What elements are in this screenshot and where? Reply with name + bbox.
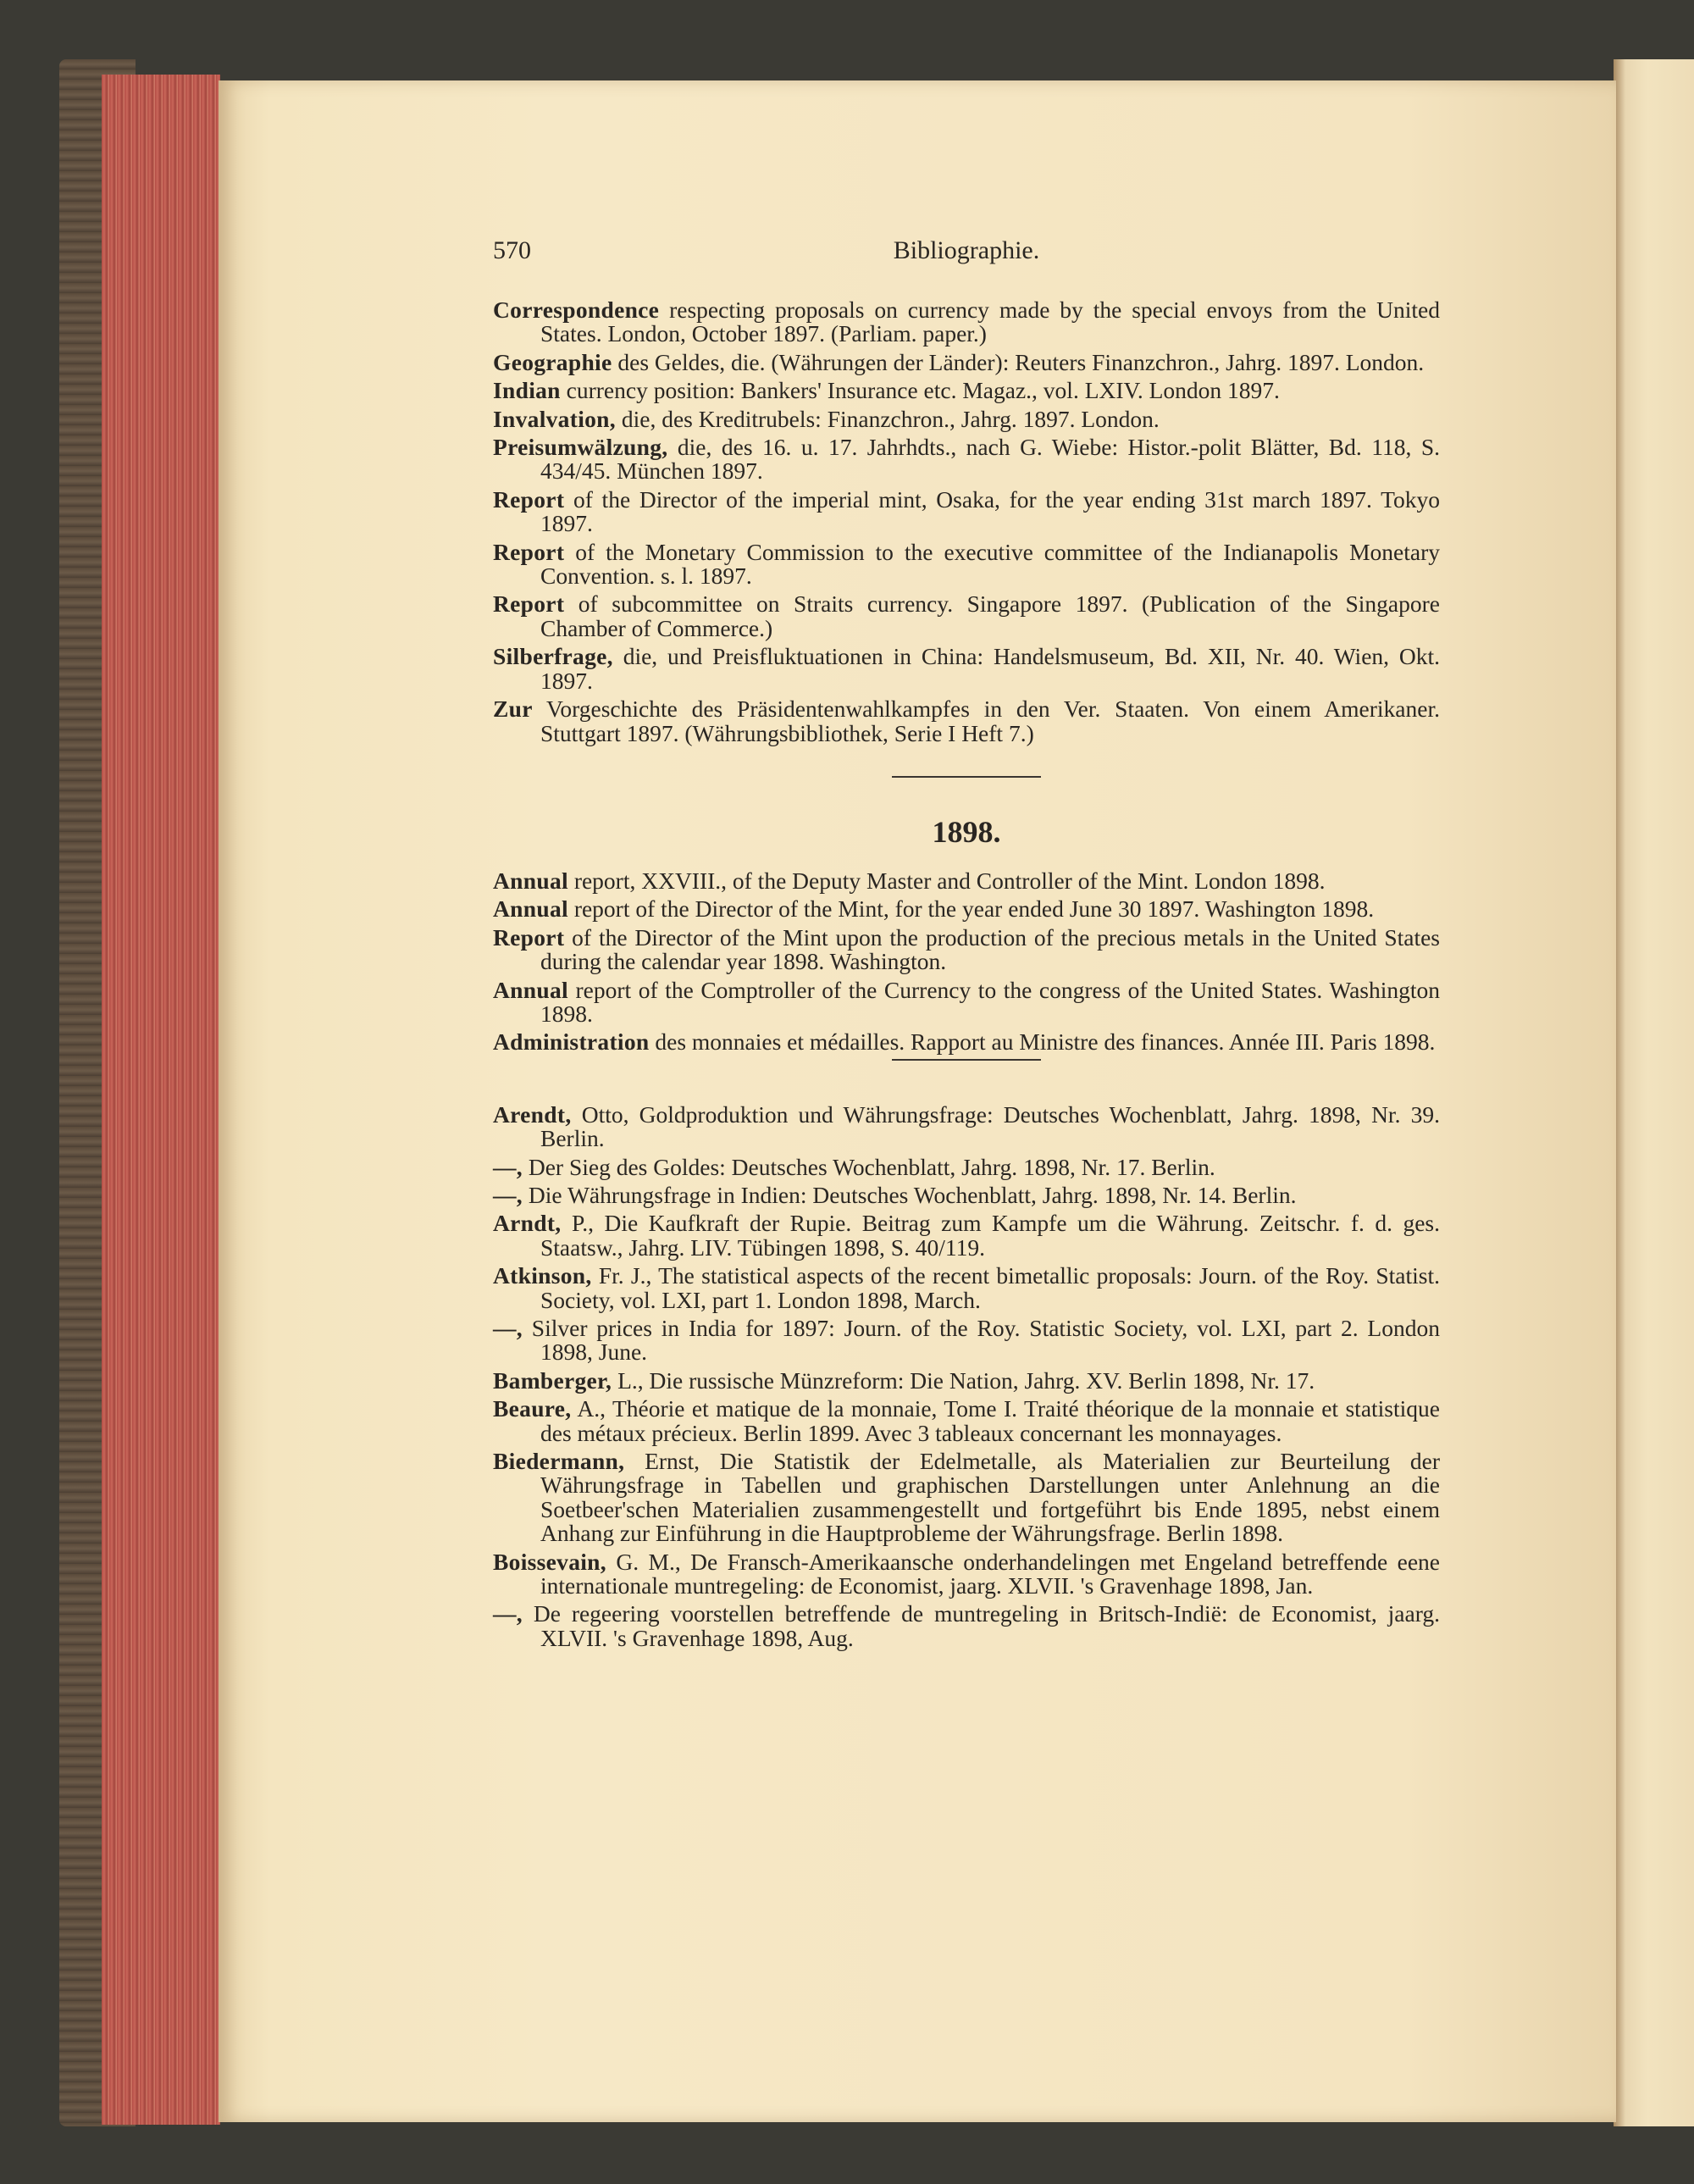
entry-keyword: Correspondence <box>493 297 660 323</box>
bibliography-entry <box>493 1183 1440 1207</box>
entry-keyword: Annual <box>493 895 568 923</box>
entry-keyword: Biedermann, <box>493 1448 625 1475</box>
facing-page-sliver <box>1614 59 1694 2126</box>
entry-text: A., Théorie et matique de la monnaie, Tome I. Traité théorique de la monnaie et statistique des métaux précieux. Berlin 1899. Avec 3 tableaux concernant les monnayages. <box>540 1395 1440 1446</box>
entry-text: Die Währungsfrage in Indien: Deutsches Wochenblatt, Jahrg. 1898, Nr. 14. Berlin. <box>528 1181 1297 1208</box>
entry-keyword: Boissevain, <box>493 1548 606 1575</box>
entry-keyword: Report <box>493 485 565 513</box>
bibliography-entry <box>493 1211 1440 1260</box>
entry-text: des monnaies et médailles. Rapport au Ministre des finances. Année III. Paris 1898. <box>655 1028 1436 1056</box>
entry-text: Otto, Goldproduktion und Währungsfrage: Deutsches Wochenblatt, Jahrg. 1898, Nr. 39. Berlin. <box>540 1100 1441 1152</box>
entry-keyword: —, <box>493 1181 523 1208</box>
entry-text: Silver prices in India for 1897: Journ. of the Roy. Statistic Society, vol. LXI, part 2. London 1898, June. <box>531 1315 1440 1366</box>
entry-keyword: Invalvation, <box>493 405 616 432</box>
entry-keyword: Zur <box>493 696 533 723</box>
entry-text: report of the Director of the Mint, for the year ended June 30 1897. Washington 1898. <box>573 895 1375 923</box>
bibliography-entry <box>493 435 1440 484</box>
entry-text: Fr. J., The statistical aspects of the recent bimetallic proposals: Journ. of the Roy. Statist. Society, vol. LXI, part 1. London 1898, March. <box>540 1262 1441 1313</box>
bibliography-entry <box>493 379 1440 402</box>
entry-text: des Geldes, die. (Währungen der Länder): Reuters Finanzchron., Jahrg. 1897. London. <box>617 348 1425 375</box>
bibliography-entry <box>493 1153 1440 1180</box>
entry-keyword: Atkinson, <box>493 1262 592 1289</box>
entry-keyword: —, <box>493 1153 523 1180</box>
year-heading: 1898. <box>932 814 1001 849</box>
entry-text: De regeering voorstellen betreffende de muntregeling in Britsch-Indië: de Economist, jaarg. XLVII. 's Gravenhage 1898, Aug. <box>533 1600 1440 1651</box>
bibliography-list-1898-authors <box>493 1100 1441 1651</box>
entry-keyword: Silberfrage, <box>493 643 613 670</box>
entry-text: currency position: Bankers' Insurance etc. Magaz., vol. LXIV. London 1897. <box>566 377 1280 404</box>
entry-keyword: Arendt, <box>493 1100 572 1128</box>
entry-keyword: Geographie <box>493 348 612 375</box>
bibliography-entry <box>493 1450 1440 1546</box>
bibliography-entry <box>493 485 1440 537</box>
page-content <box>493 236 1441 1655</box>
section-divider <box>892 1059 1041 1061</box>
entry-keyword: Beaure, <box>493 1395 572 1422</box>
bibliography-entry <box>493 1602 1440 1650</box>
entry-text: Der Sieg des Goldes: Deutsches Wochenblatt, Jahrg. 1898, Nr. 17. Berlin. <box>528 1153 1215 1180</box>
bibliography-entry <box>493 1550 1440 1599</box>
entry-keyword: Indian <box>493 377 561 404</box>
entry-keyword: Preisumwälzung, <box>493 434 668 461</box>
bibliography-entry <box>493 1030 1440 1054</box>
entry-keyword: Report <box>493 538 565 565</box>
bibliography-entry <box>493 869 1440 893</box>
entry-text: Vorgeschichte des Präsidentenwahlkampfes in den Ver. Staaten. Von einem Amerikaner. Stuttgart 1897. (Währungsbibliothek, Serie I Heft 7.) <box>540 696 1440 746</box>
entry-text: die, des 16. u. 17. Jahrhdts., nach G. Wiebe: Histor.-polit Blätter, Bd. 118, S. 434/45. München 1897. <box>540 434 1440 485</box>
bibliography-entry <box>493 1316 1440 1365</box>
entry-text: respecting proposals on currency made by the special envoys from the United States. London, October 1897. (Parliam. paper.) <box>540 297 1441 347</box>
bibliography-entry <box>493 645 1440 693</box>
running-title: Bibliographie. <box>893 236 1040 264</box>
entry-text: G. M., De Fransch-Amerikaansche onderhandelingen met Engeland betreffende eene internationale muntregeling: de Economist, jaarg. XLVII. 's Gravenhage 1898, Jan. <box>540 1548 1440 1599</box>
bibliography-entry <box>493 592 1440 640</box>
entry-text: of the Monetary Commission to the executive committee of the Indianapolis Monetary Convention. s. l. 1897. <box>540 538 1441 590</box>
bibliography-entry <box>493 540 1440 589</box>
bibliography-entry <box>493 1264 1440 1312</box>
page-edges-red <box>102 75 220 2125</box>
entry-text: report of the Comptroller of the Currency to the congress of the United States. Washington 1898. <box>540 976 1441 1027</box>
running-head <box>493 236 1440 269</box>
section-divider <box>892 776 1041 778</box>
bibliography-list-1897 <box>493 298 1440 746</box>
bibliography-entry <box>493 1366 1440 1394</box>
entry-keyword: Annual <box>493 867 568 894</box>
bibliography-entry <box>493 1100 1441 1152</box>
bibliography-entry <box>493 978 1440 1027</box>
bibliography-entry <box>493 407 1440 431</box>
bibliography-entry <box>493 697 1440 746</box>
entry-keyword: —, <box>493 1315 523 1341</box>
bibliography-entry <box>493 298 1440 346</box>
entry-keyword: Arndt, <box>493 1210 562 1237</box>
entry-text: of the Director of the imperial mint, Osaka, for the year ending 31st march 1897. Tokyo 1897. <box>540 485 1440 537</box>
entry-keyword: Report <box>493 923 565 951</box>
entry-text: report, XXVIII., of the Deputy Master and Controller of the Mint. London 1898. <box>573 867 1326 894</box>
entry-text: die, und Preisfluktuationen in China: Handelsmuseum, Bd. XII, Nr. 40. Wien, Okt. 1897. <box>540 643 1440 694</box>
entry-keyword: Bamberger, <box>493 1366 612 1394</box>
entry-text: P., Die Kaufkraft der Rupie. Beitrag zum Kampfe um die Währung. Zeitschr. f. d. ges. Staatsw., Jahrg. LIV. Tübingen 1898, S. 40/119. <box>540 1210 1440 1261</box>
entry-text: of subcommittee on Straits currency. Singapore 1897. (Publication of the Singapore Chamber of Commerce.) <box>540 590 1440 641</box>
bibliography-entry <box>493 897 1440 921</box>
entry-text: L., Die russische Münzreform: Die Nation, Jahrg. XV. Berlin 1898, Nr. 17. <box>617 1366 1315 1394</box>
bibliography-list-1898-official <box>493 869 1440 1055</box>
entry-keyword: Report <box>493 590 565 618</box>
bibliography-entry <box>493 923 1441 975</box>
page-number: 570 <box>493 236 531 264</box>
entry-keyword: Annual <box>493 976 568 1003</box>
entry-text: Ernst, Die Statistik der Edelmetalle, als Materialien zur Beurteilung der Währungsfrage in Tabellen und graphischen Darstellungen unter Anlehnung an die Soetbeer'schen Materialien zusammengestellt und fortgeführt bis Ende 1895, nebst einem Anhang zur Einführung in die Hauptprobleme der Währungsfrage. Berlin 1898. <box>540 1448 1441 1547</box>
bibliography-entry <box>493 348 1440 375</box>
entry-keyword: Administration <box>493 1028 650 1056</box>
entry-text: die, des Kreditrubels: Finanzchron., Jahrg. 1897. London. <box>621 405 1160 432</box>
entry-keyword: —, <box>493 1600 523 1627</box>
bibliography-entry <box>493 1397 1440 1445</box>
entry-text: of the Director of the Mint upon the production of the precious metals in the United States during the calendar year 1898. Washington. <box>540 923 1441 975</box>
